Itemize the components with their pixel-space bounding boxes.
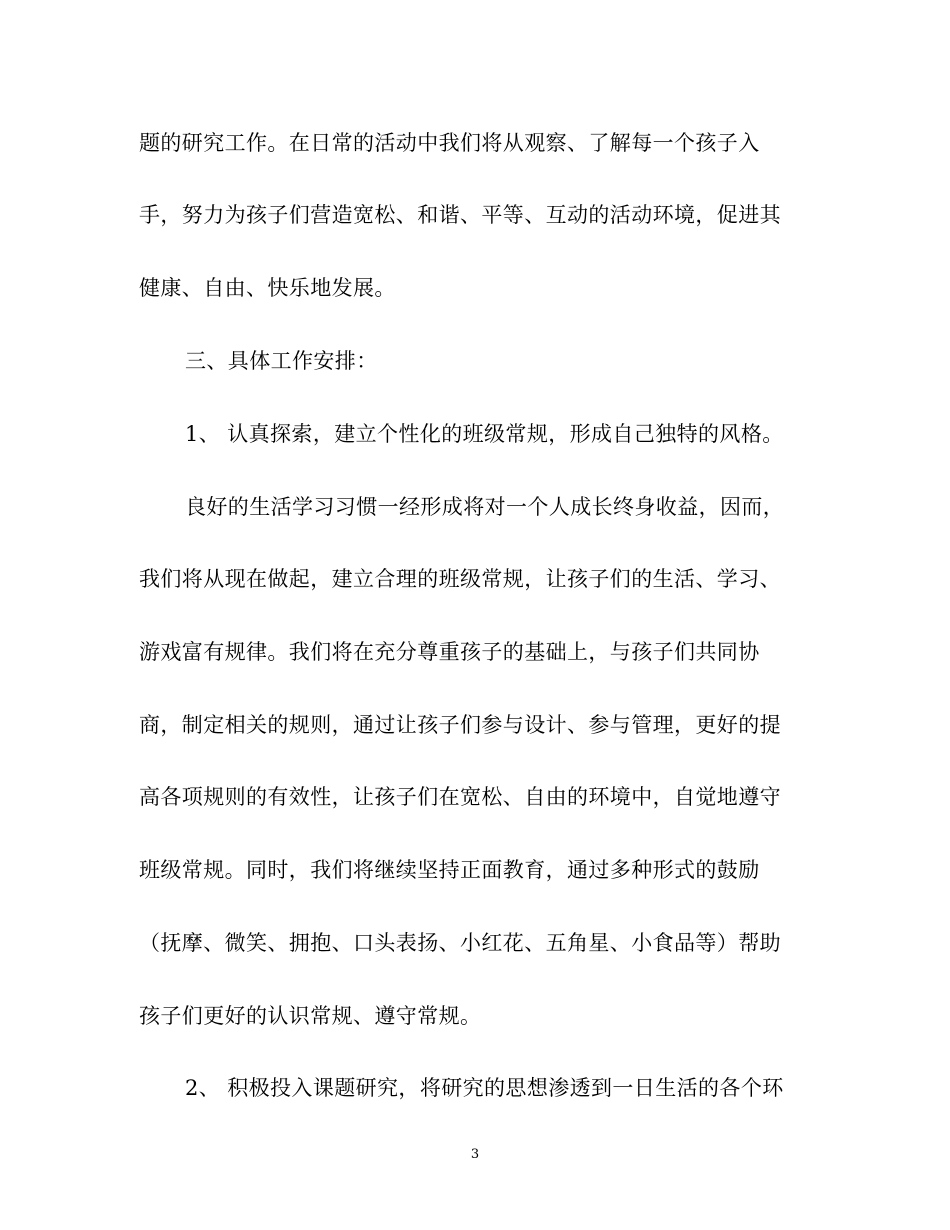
paragraph-line: 良好的生活学习习惯一经形成将对一个人成长终身收益，因而，: [185, 495, 785, 519]
paragraph-line: 我们将从现在做起，建立合理的班级常规，让孩子们的生活、学习、: [139, 567, 781, 591]
paragraph-line: 手，努力为孩子们营造宽松、和谐、平等、互动的活动环境，促进其: [139, 203, 781, 227]
paragraph-line: 题的研究工作。在日常的活动中我们将从观察、了解每一个孩子入: [139, 131, 760, 155]
paragraph-line: （抚摩、微笑、拥抱、口头表扬、小红花、五角星、小食品等）帮助: [139, 931, 781, 955]
list-item-heading: 2、 积极投入课题研究，将研究的思想渗透到一日生活的各个环: [185, 1076, 784, 1100]
section-heading: 三、具体工作安排：: [185, 349, 378, 373]
paragraph-line: 班级常规。同时，我们将继续坚持正面教育，通过多种形式的鼓励: [139, 858, 760, 882]
paragraph-line: 孩子们更好的认识常规、遵守常规。: [139, 1004, 482, 1028]
paragraph-line: 高各项规则的有效性，让孩子们在宽松、自由的环境中，自觉地遵守: [139, 785, 781, 809]
page-number: 3: [470, 1147, 480, 1162]
paragraph-line: 商，制定相关的规则，通过让孩子们参与设计、参与管理，更好的提: [139, 713, 781, 737]
list-item-heading: 1、 认真探索，建立个性化的班级常规，形成自己独特的风格。: [185, 422, 784, 446]
paragraph-line: 游戏富有规律。我们将在充分尊重孩子的基础上，与孩子们共同协: [139, 640, 760, 664]
paragraph-line: 健康、自由、快乐地发展。: [139, 276, 396, 300]
